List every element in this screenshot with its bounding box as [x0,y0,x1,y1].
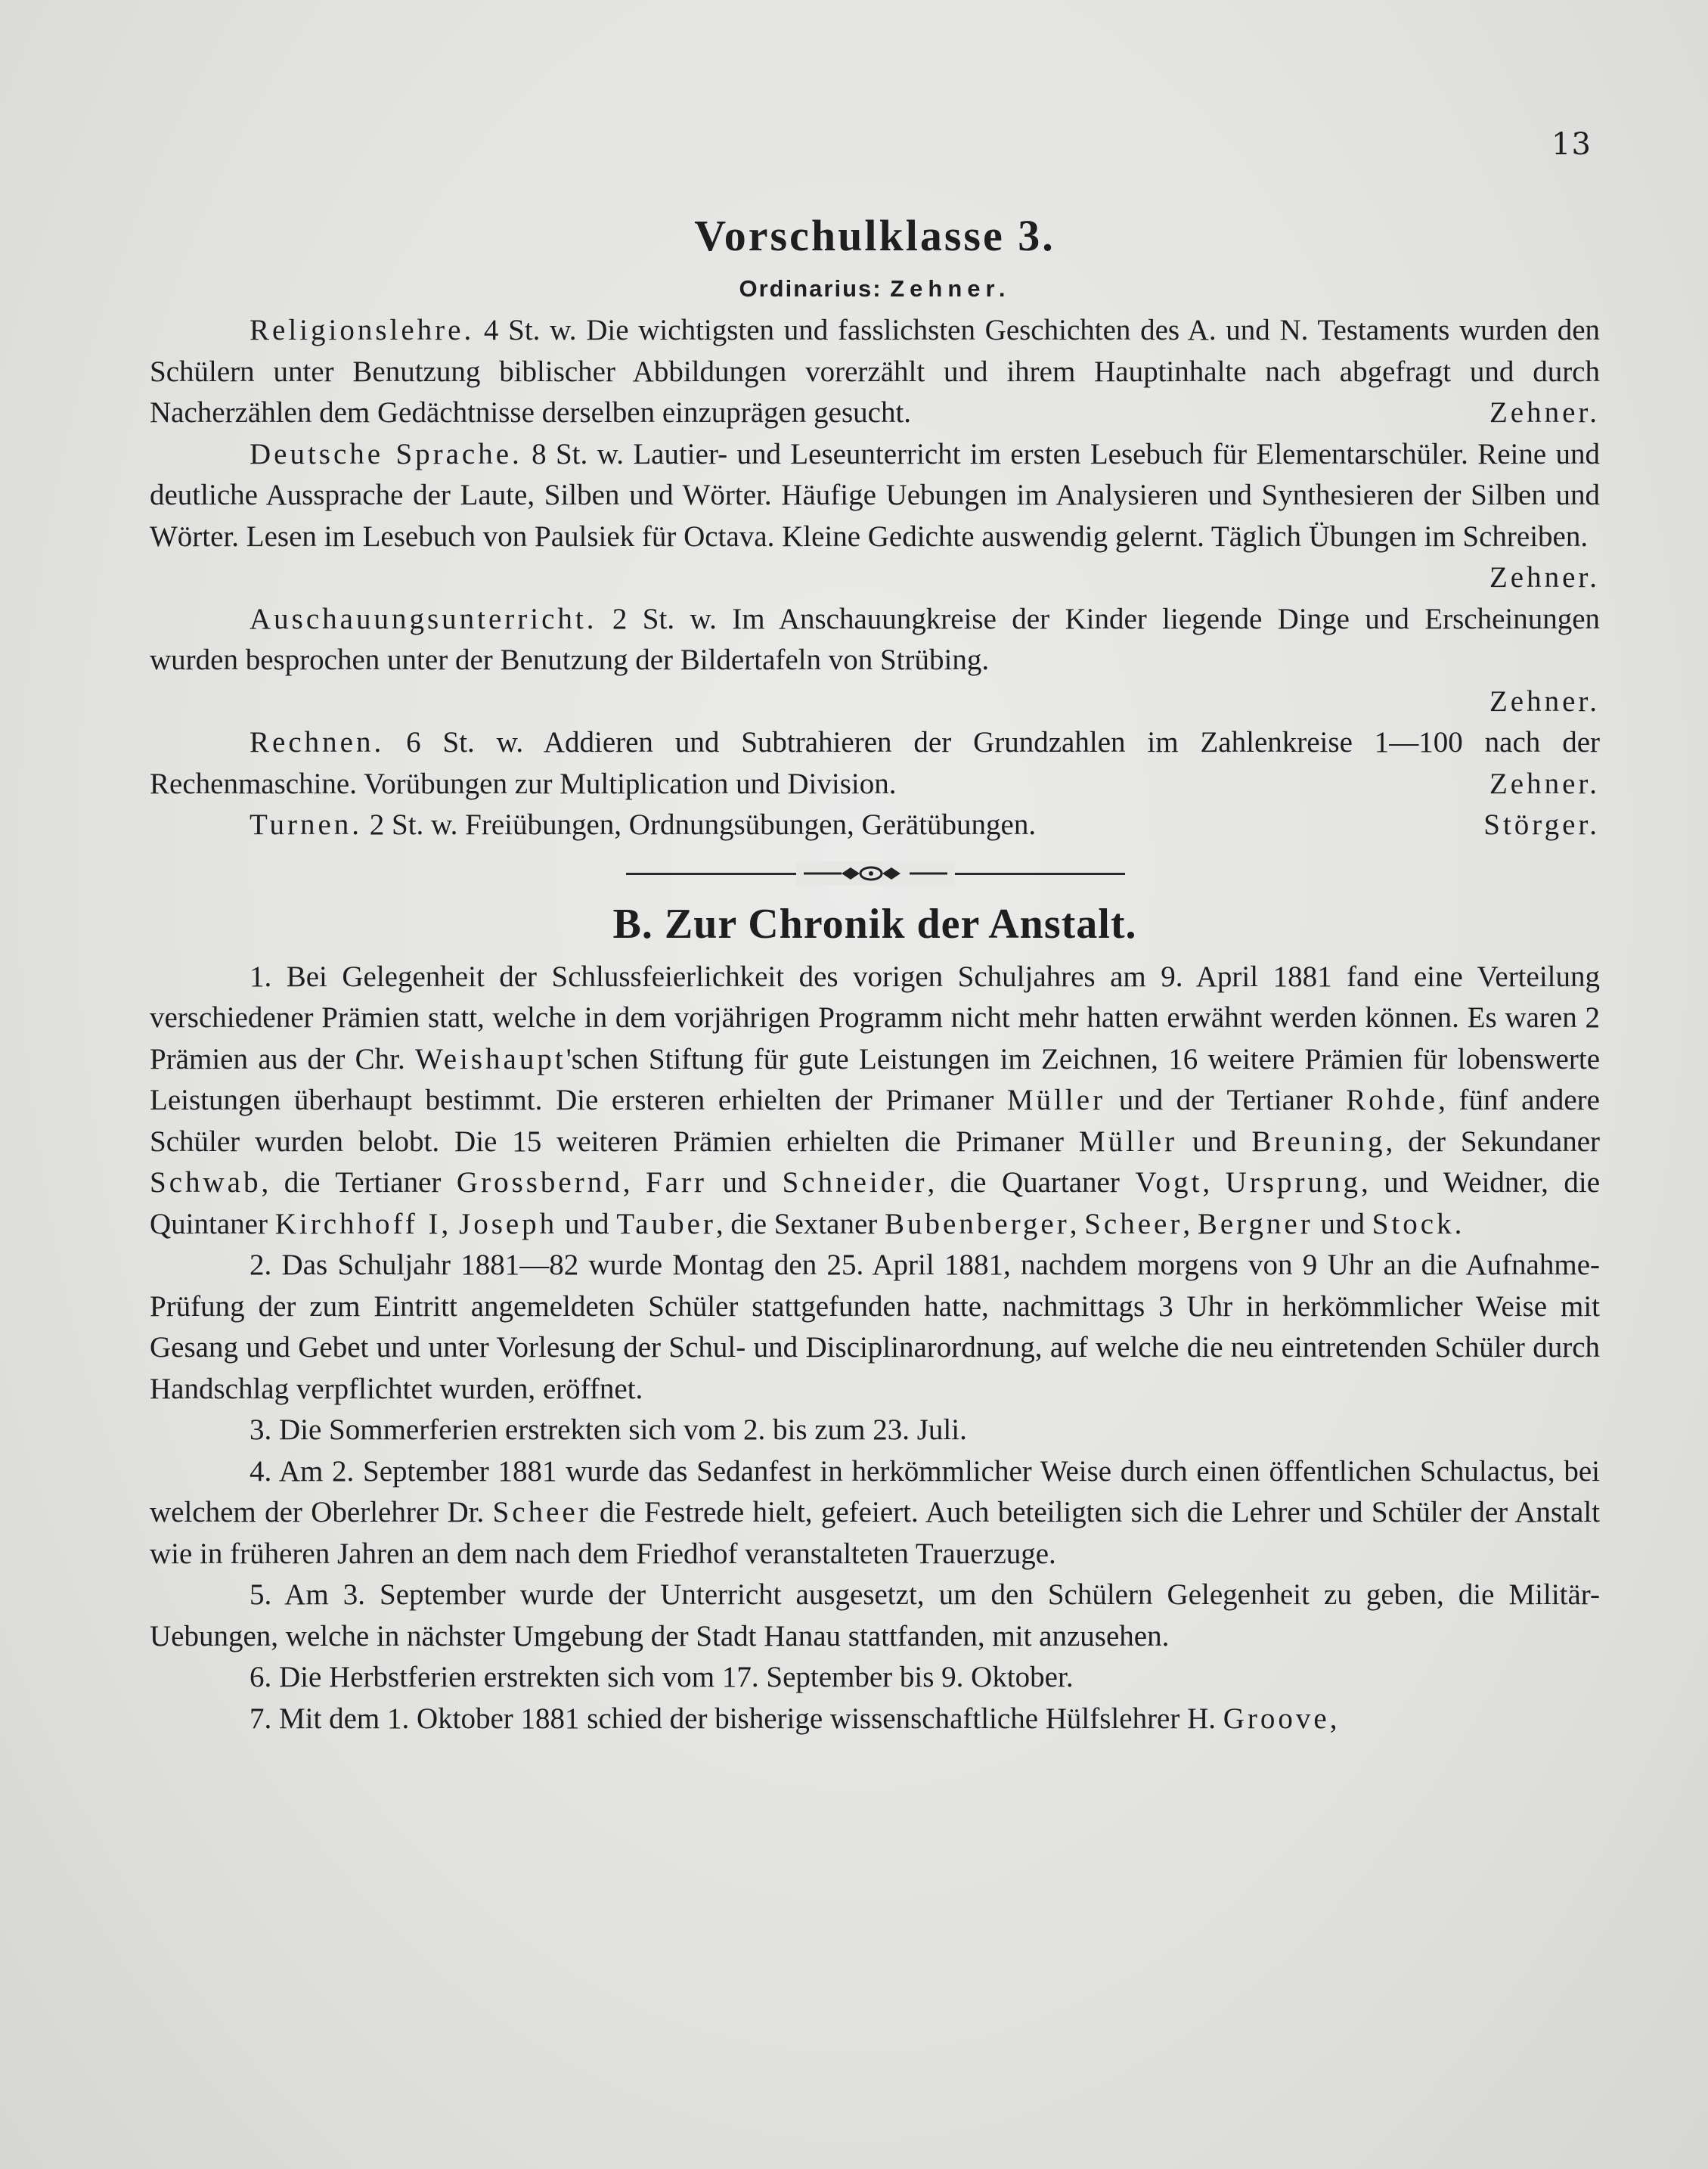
name-tauber: Tauber [616,1207,716,1240]
name-vogt: Vogt [1135,1166,1203,1199]
name-scheer: Scheer [1084,1207,1183,1240]
chronik-paragraph-6 [150,1657,1600,1699]
paragraph-text: und [1320,1207,1365,1240]
paragraph-text: . [1454,1207,1462,1240]
paragraph-text: Am 3. September wurde der Unterricht ausgesetzt, um den Schülern Gelegenheit zu geben, die Militär-Uebungen, welche in nächster Umgebung der Stadt Hanau stattfanden, mit anzusehen. [150,1578,1600,1652]
paragraph-text: , und Weidner, die Quintaner [150,1166,1601,1240]
name-schwab: Schwab [150,1166,262,1199]
subject-paragraph-turnen [150,805,1600,846]
paragraph-number: 2. [250,1249,272,1281]
subject-text: Freiübungen, Ordnungsübungen, Gerätübungen. [465,808,1037,841]
teacher-signature: Zehner. [1489,561,1600,594]
name-bubenberger: Bubenberger [885,1207,1070,1240]
paragraph-text: Die Herbstferien erstrekten sich vom 17. September bis 9. Oktober. [279,1661,1074,1693]
name-mueller: Müller [1006,1084,1106,1116]
paragraph-number: 4. [250,1454,272,1488]
teacher-signature: Störger. [1483,808,1600,841]
section-title-vorschulklasse: Vorschulklasse 3. [694,211,1055,260]
chronik-paragraph-3 [150,1410,1600,1451]
paragraph-text: und [1192,1125,1237,1158]
name-weishaupt: Weishaupt [415,1042,566,1075]
ordinarius-name: Zehner. [890,275,1011,302]
paragraph-text: Das Schuljahr 1881—82 wurde Montag den 25. April 1881, nachdem morgens von 9 Uhr an die Aufnahme-Prüfung der zum Eintritt angemeldeten Schüler stattgefunden hatte, nachmittags 3 Uhr in herkömmlicher Weise mit Gesang und Gebet und unter Vorlesung der Schul- und Disciplinarordnung, auf welche die neu eintretenden Schüler durch Handschlag verpflichtet wurden, eröffnet. [150,1249,1601,1405]
subject-name: Deutsche Sprache. [250,437,522,470]
name-grossbernd: Grossbernd [456,1166,623,1199]
page-number: 13 [1551,127,1592,162]
paragraph-text: und [722,1166,767,1199]
paragraph-text: , fünf andere Schüler wurden belobt. Die 15 weiteren Prämien erhielten die Primaner [150,1084,1600,1158]
subject-name: Auschauungsunterricht. [250,602,597,635]
paragraph-text: , [1329,1702,1338,1735]
subject-paragraph-religion [150,310,1600,434]
paragraph-text: und [564,1207,609,1240]
subject-hours: 2 St. w. [369,808,458,841]
paragraph-number: 6. [250,1661,272,1693]
paragraph-text: Bei Gelegenheit der Schlussfeierlichkeit des vorigen Schuljahres am 9. April 1881 fand eine Verteilung verschiedener Prämien statt, welche in dem vorjährigen Programm nicht mehr hatten erwähnt werden können. Es waren 2 Prämien aus der Chr. [150,960,1600,1075]
subject-name: Rechnen. [250,726,385,759]
chronik-paragraph-4 [150,1451,1600,1575]
paragraph-text: , [622,1166,631,1199]
chronik-paragraph-1 [150,957,1600,1246]
paragraph-text: Mit dem 1. Oktober 1881 schied der bisherige wissenschaftliche Hülfslehrer H. [279,1702,1217,1735]
ornamental-divider [150,858,1600,889]
divider-ornament-icon [796,861,955,886]
name-joseph: Joseph [459,1207,558,1240]
paragraph-number: 3. [250,1413,272,1446]
paragraph-text: 'schen Stiftung für gute Leistungen im Zeichnen, 16 weitere Prämien für lobenswerte Leistungen überhaupt bestimmt. Die ersteren erhielten der Primaner [150,1042,1600,1116]
name-kirchhoff: Kirchhoff I, [274,1207,452,1240]
page-content [150,204,1600,1739]
name-ursprung: Ursprung [1225,1166,1361,1199]
section-title-chronik: B. Zur Chronik der Anstalt. [612,900,1137,948]
subject-hours: 4 St. w. [483,314,577,346]
paragraph-text: , die Tertianer [261,1166,442,1199]
paragraph-text: , die Sextaner [715,1207,878,1240]
subject-text: Lautier- und Leseunterricht im ersten Lesebuch für Elementarschüler. Reine und deutliche Aussprache der Laute, Silben und Wörter. Häufige Uebungen im Analysieren und Synthesieren der Silben und Wörter. Lesen im Lesebuch von Paulsiek für Octava. Kleine Gedichte auswendig gelernt. Täglich Übungen im Schreiben. [150,437,1600,553]
teacher-signature: Zehner. [1489,396,1600,429]
paragraph-text: , [1069,1207,1077,1240]
subject-paragraph-deutsch [150,434,1600,594]
name-scheer: Scheer [492,1496,591,1528]
paragraph-text: , [1202,1166,1210,1199]
name-bergner: Bergner [1197,1207,1313,1240]
subject-name: Turnen. [250,808,362,841]
subject-text: Die wichtigsten und fasslichsten Geschichten des A. und N. Testaments wurden den Schülern unter Benutzung biblischer Abbildungen vorerzählt und ihrem Hauptinhalte nach abgefragt und durch Nacherzählen dem Gedächtnisse derselben einzuprägen gesucht. [150,314,1601,429]
name-mueller: Müller [1078,1125,1178,1158]
teacher-signature: Zehner. [1489,684,1600,718]
name-breuning: Breuning [1251,1125,1386,1158]
subject-paragraph-anschauung [150,599,1600,681]
ordinarius-label: Ordinarius: [739,275,882,302]
paragraph-number: 1. [250,960,272,993]
subject-hours: 2 St. w. [612,602,717,635]
name-stock: Stock [1372,1207,1455,1240]
paragraph-text: Die Sommerferien erstrekten sich vom 2. bis zum 23. Juli. [279,1413,967,1446]
name-rohde: Rohde [1346,1084,1439,1116]
paragraph-text: die Festrede hielt, gefeiert. Auch beteiligten sich die Lehrer und Schüler der Anstalt wie in früheren Jahren an dem nach dem Friedhof veranstalteten Trauerzuge. [150,1496,1601,1570]
paragraph-number: 7. [250,1702,272,1735]
subject-hours: 8 St. w. [532,437,624,470]
paragraph-text: Am 2. September 1881 wurde das Sedanfest in herkömmlicher Weise durch einen öffentlichen Schulactus, bei welchem der Oberlehrer Dr. [150,1454,1600,1528]
chronik-paragraph-2 [150,1245,1600,1410]
name-groove: Groove [1223,1702,1330,1735]
chronik-paragraph-7 [150,1699,1600,1740]
paragraph-text: , [1183,1207,1191,1240]
name-farr: Farr [646,1166,707,1199]
subject-name: Religionslehre. [250,314,475,346]
paragraph-text: und der Tertianer [1118,1084,1333,1116]
subject-text: Addieren und Subtrahieren der Grundzahlen im Zahlenkreise 1—100 nach der Rechenmaschine. Vorübungen zur Multiplication und Division. [150,726,1600,800]
subject-hours: 6 St. w. [406,726,524,759]
name-schneider: Schneider [782,1166,928,1199]
ordinarius-line [150,268,1600,310]
subject-text: Im Anschauungkreise der Kinder liegende Dinge und Erscheinungen wurden besprochen unter der Benutzung der Bildertafeln von Strübing. [150,602,1601,676]
subject-paragraph-rechnen [150,722,1600,805]
paragraph-text: , der Sekundaner [1385,1125,1601,1158]
paragraph-text: , die Quartaner [927,1166,1120,1199]
chronik-paragraph-5 [150,1575,1600,1657]
teacher-signature: Zehner. [1489,767,1600,800]
paragraph-number: 5. [250,1578,272,1611]
